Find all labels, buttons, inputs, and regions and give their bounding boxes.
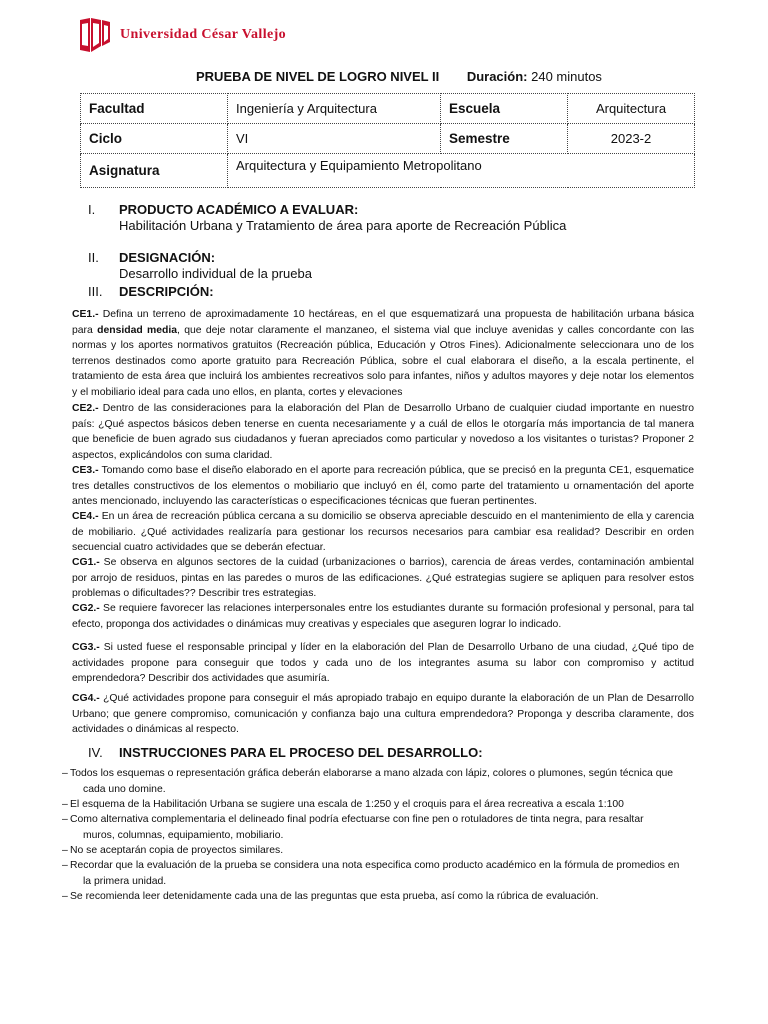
value-escuela: Arquitectura (568, 94, 695, 124)
question-text: En un área de recreación pública cercana a su domicilio se observa apreciable descuido en el mantenimiento de ella y carencia de mobiliario. ¿Qué actividades realizaría para gestionar los recursos necesarios para cambiar esa realidad? Describir en orden secuencial cuatro actividades que se deberán efectuar. (72, 511, 694, 554)
list-dash: – (62, 768, 68, 779)
label-ciclo: Ciclo (81, 124, 228, 154)
list-dash: – (62, 814, 68, 825)
ucv-emblem-icon (78, 16, 112, 54)
instruction-text: Recordar que la evaluación de la prueba se considera una nota especifica como producto académico en la fórmula de promedios en (70, 860, 680, 871)
section-number: IV. (88, 745, 103, 760)
instruction-item (62, 858, 694, 889)
question-ce1 (72, 307, 694, 401)
instruction-text: Como alternativa complementaria el delineado final podría efectuarse con fine pen o rotuladores de tinta negra, para resaltar (70, 814, 644, 825)
instruction-text-cont: muros, columnas, equipamiento, mobiliario. (83, 829, 284, 841)
value-facultad: Ingeniería y Arquitectura (228, 94, 441, 124)
instruction-text: Se recomienda leer detenidamente cada una de las preguntas que esta prueba, así como la rúbrica de evaluación. (70, 891, 599, 902)
section-heading: DESIGNACIÓN: (119, 250, 216, 265)
question-code: CG2.- (72, 603, 100, 614)
label-asignatura: Asignatura (81, 154, 228, 188)
question-code: CE2.- (72, 403, 99, 414)
exam-name: PRUEBA DE NIVEL DE LOGRO NIVEL II (196, 69, 440, 84)
question-code: CG1.- (72, 557, 100, 568)
section-heading: DESCRIPCIÓN: (119, 284, 214, 299)
instruction-text: El esquema de la Habilitación Urbana se sugiere una escala de 1:250 y el croquis para el área recreativa a escala 1:100 (70, 799, 624, 810)
question-text: ¿Qué actividades propone para conseguir el más apropiado trabajo en equipo durante la elaboración de un Plan de Desarrollo Urbano; que genere compromiso, comunicación y confianza bajo una cultura emprendedora? Proponga y describa claramente, dos actividades o dinámicas al respecto. (72, 693, 694, 736)
list-dash: – (62, 891, 68, 902)
instruction-item (62, 889, 694, 905)
section-subtext: Habilitación Urbana y Tratamiento de área para aporte de Recreación Pública (119, 218, 567, 233)
question-code: CG3.- (72, 642, 100, 653)
section-number: I. (88, 202, 96, 217)
question-cg4 (72, 691, 694, 738)
value-asignatura: Arquitectura y Equipamiento Metropolitano (228, 154, 695, 188)
table-row (81, 94, 695, 124)
question-code: CE4.- (72, 511, 99, 522)
question-ce2 (72, 401, 694, 463)
label-facultad: Facultad (81, 94, 228, 124)
university-logo (78, 14, 286, 56)
question-cg2 (72, 601, 694, 632)
section-subtext: Desarrollo individual de la prueba (119, 266, 312, 281)
value-ciclo: VI (228, 124, 441, 154)
question-text: Tomando como base el diseño elaborado en el aporte para recreación pública, que se precisó en la pregunta CE1, esquematice tres detalles constructivos de los elementos o mobiliario que incluyó en él, como parte del tratamiento u ornamentación del aporte antes mencionado, incluyendo las características o especificaciones técnicas que fueran pertinentes. (72, 465, 694, 508)
section-number: II. (88, 250, 99, 265)
question-text: Se observa en algunos sectores de la cuidad (urbanizaciones o barrios), carencia de áreas verdes, contaminación ambiental por arrojo de residuos, pintas en las paredes o muros de las edificaciones. ¿Qué estrategias sugiere se apliquen para resolver estos problemas o dificultades?? Describir tres estrategias. (72, 557, 694, 600)
section-heading: INSTRUCCIONES PARA EL PROCESO DEL DESARROLLO: (119, 745, 483, 760)
question-text: Dentro de las consideraciones para la elaboración del Plan de Desarrollo Urbano de cualquier ciudad importante en nuestro país: ¿Qué aspectos básicos deben tenerse en cuenta necesariamente y a cuál de ellos le otorgaría más importancia de tal manera que beneficie de buen agrado sus ciudadanos y fueran apreciados como particular y novedoso a los visitantes o turistas? Proponer 2 aspectos, explicándolos con suma claridad. (72, 403, 694, 461)
exam-title (196, 69, 602, 84)
instruction-item (62, 766, 694, 797)
question-text: , que deje notar claramente el manzaneo, el sistema vial que incluye avenidas y calles concordante con las normas y los aportes normativos gratuitos (Recreación pública, Educación y Otros Fines). Adicionalmente seleccionara uno de los terrenos destinados como aporte gratuito para Recreación Pública, sobre el cual elaborara el diseño, a la escala pertinente, el tratamiento de esta área que incluirá los ambientes recreativos solo para infantes, niños y adultos mayores y deje notar los elementos y el mobiliario ideal para cada uno ellos, en planta, cortes y elevaciones (72, 324, 695, 398)
question-text: Se requiere favorecer las relaciones interpersonales entre los estudiantes durante su formación profesional y personal, para tal efecto, proponga dos actividades o dinámicas muy creativas y especiales que aseguren lograr lo indicado. (72, 603, 694, 630)
instruction-item (62, 843, 694, 859)
duration-value: 240 minutos (531, 69, 602, 84)
question-cg1 (72, 555, 694, 602)
instruction-text: No se aceptarán copia de proyectos similares. (70, 845, 284, 856)
section-heading: PRODUCTO ACADÉMICO A EVALUAR: (119, 202, 359, 217)
question-cg3 (72, 640, 694, 687)
question-ce3 (72, 463, 694, 510)
info-table (80, 93, 695, 188)
instruction-text-cont: la primera unidad. (83, 875, 167, 887)
question-bold-text: densidad media (97, 324, 178, 336)
question-text: Si usted fuese el responsable principal y líder en la elaboración del Plan de Desarrollo Urbano de una ciudad, ¿Qué tipo de actividades propone para conseguir que todos y cada uno de los integrantes asuma su labor con compromiso y actitud emprendedora? Describir dos actividades que asumiría. (72, 642, 694, 685)
table-row (81, 154, 695, 188)
duration-label: Duración: (466, 69, 528, 84)
table-row (81, 124, 695, 154)
label-semestre: Semestre (441, 124, 568, 154)
instruction-text-cont: cada uno domine. (83, 783, 166, 795)
label-escuela: Escuela (441, 94, 568, 124)
instruction-text: Todos los esquemas o representación gráfica deberán elaborarse a mano alzada con lápiz, colores o plumones, según técnica que (70, 768, 674, 779)
question-text: Defina un terreno de aproximadamente 10 hectáreas, en el que esquematizará una propuesta de habilitación urbana básica para (72, 309, 694, 336)
instruction-item (62, 812, 694, 843)
question-code: CE3.- (72, 465, 99, 476)
list-dash: – (62, 845, 68, 856)
section-number: III. (88, 284, 103, 299)
university-name: Universidad César Vallejo (120, 27, 287, 42)
question-code: CE1.- (72, 309, 99, 320)
value-semestre: 2023-2 (568, 124, 695, 154)
question-code: CG4.- (72, 693, 100, 704)
list-dash: – (62, 860, 68, 871)
question-ce4 (72, 509, 694, 556)
list-dash: – (62, 799, 68, 810)
instruction-item (62, 797, 694, 813)
